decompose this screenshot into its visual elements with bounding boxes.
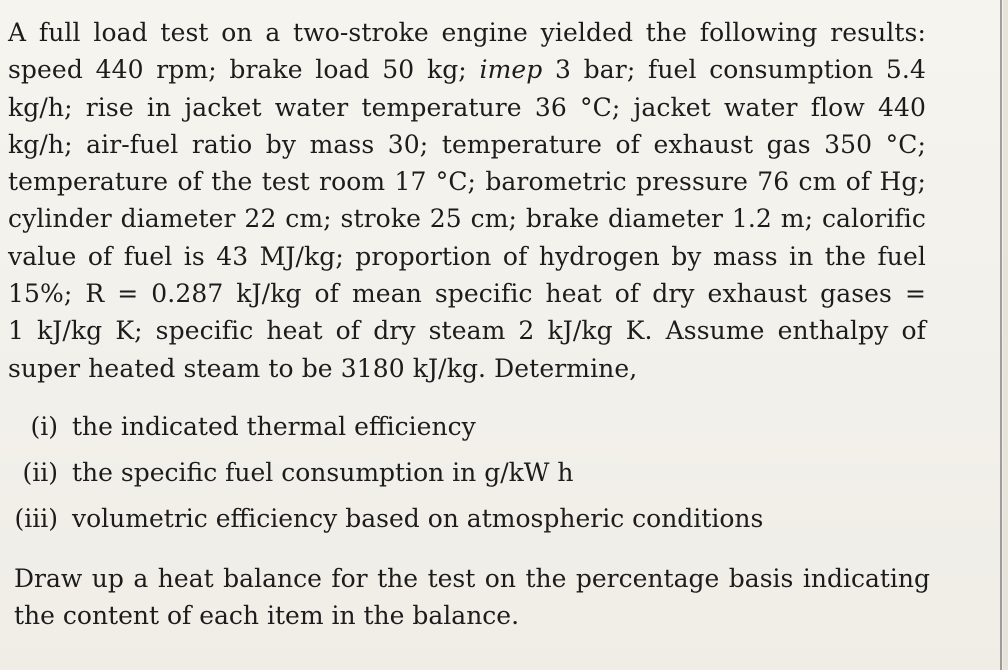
item-number: (iii) xyxy=(14,504,58,533)
problem-statement xyxy=(8,14,926,387)
problem-line: kg/h; rise in jacket water temperature 36 °C; jacket water flow 440 xyxy=(8,92,926,122)
item-text: the specific fuel consumption in g/kW h xyxy=(72,458,574,487)
problem-line: temperature of the test room 17 °C; barometric pressure 76 cm of Hg; xyxy=(8,167,926,197)
problem-line: 1 kJ/kg K; specific heat of dry steam 2 kJ/kg K. Assume enthalpy of xyxy=(8,316,926,346)
problem-line: kg/h; air-fuel ratio by mass 30; temperature of exhaust gas 350 °C; xyxy=(8,129,926,159)
item-number: (i) xyxy=(30,412,58,441)
closing-line: the content of each item in the balance. xyxy=(14,601,520,631)
item-number: (ii) xyxy=(22,458,58,487)
problem-line: super heated steam to be 3180 kJ/kg. Determine, xyxy=(8,353,638,383)
page-edge-shadow xyxy=(1000,0,1002,670)
imep-term: imep xyxy=(479,55,543,85)
item-text: volumetric efficiency based on atmospheric conditions xyxy=(72,504,764,533)
list-item xyxy=(8,496,928,542)
closing-line: Draw up a heat balance for the test on the percentage basis indicating xyxy=(14,564,930,593)
closing-instruction xyxy=(14,560,930,635)
problem-line: A full load test on a two-stroke engine yielded the following results: xyxy=(8,18,926,47)
problem-line: cylinder diameter 22 cm; stroke 25 cm; brake diameter 1.2 m; calorific xyxy=(8,204,926,234)
problem-line: value of fuel is 43 MJ/kg; proportion of hydrogen by mass in the fuel xyxy=(8,241,926,271)
problem-line: speed 440 rpm; brake load 50 kg; imep 3 bar; fuel consumption 5.4 xyxy=(8,55,926,85)
item-text: the indicated thermal efficiency xyxy=(72,412,476,441)
page-edge xyxy=(1003,0,1008,670)
list-item xyxy=(8,404,928,450)
task-list xyxy=(8,404,928,542)
problem-line: 15%; R = 0.287 kJ/kg of mean specific heat of dry exhaust gases = xyxy=(8,279,926,309)
list-item xyxy=(8,450,928,496)
